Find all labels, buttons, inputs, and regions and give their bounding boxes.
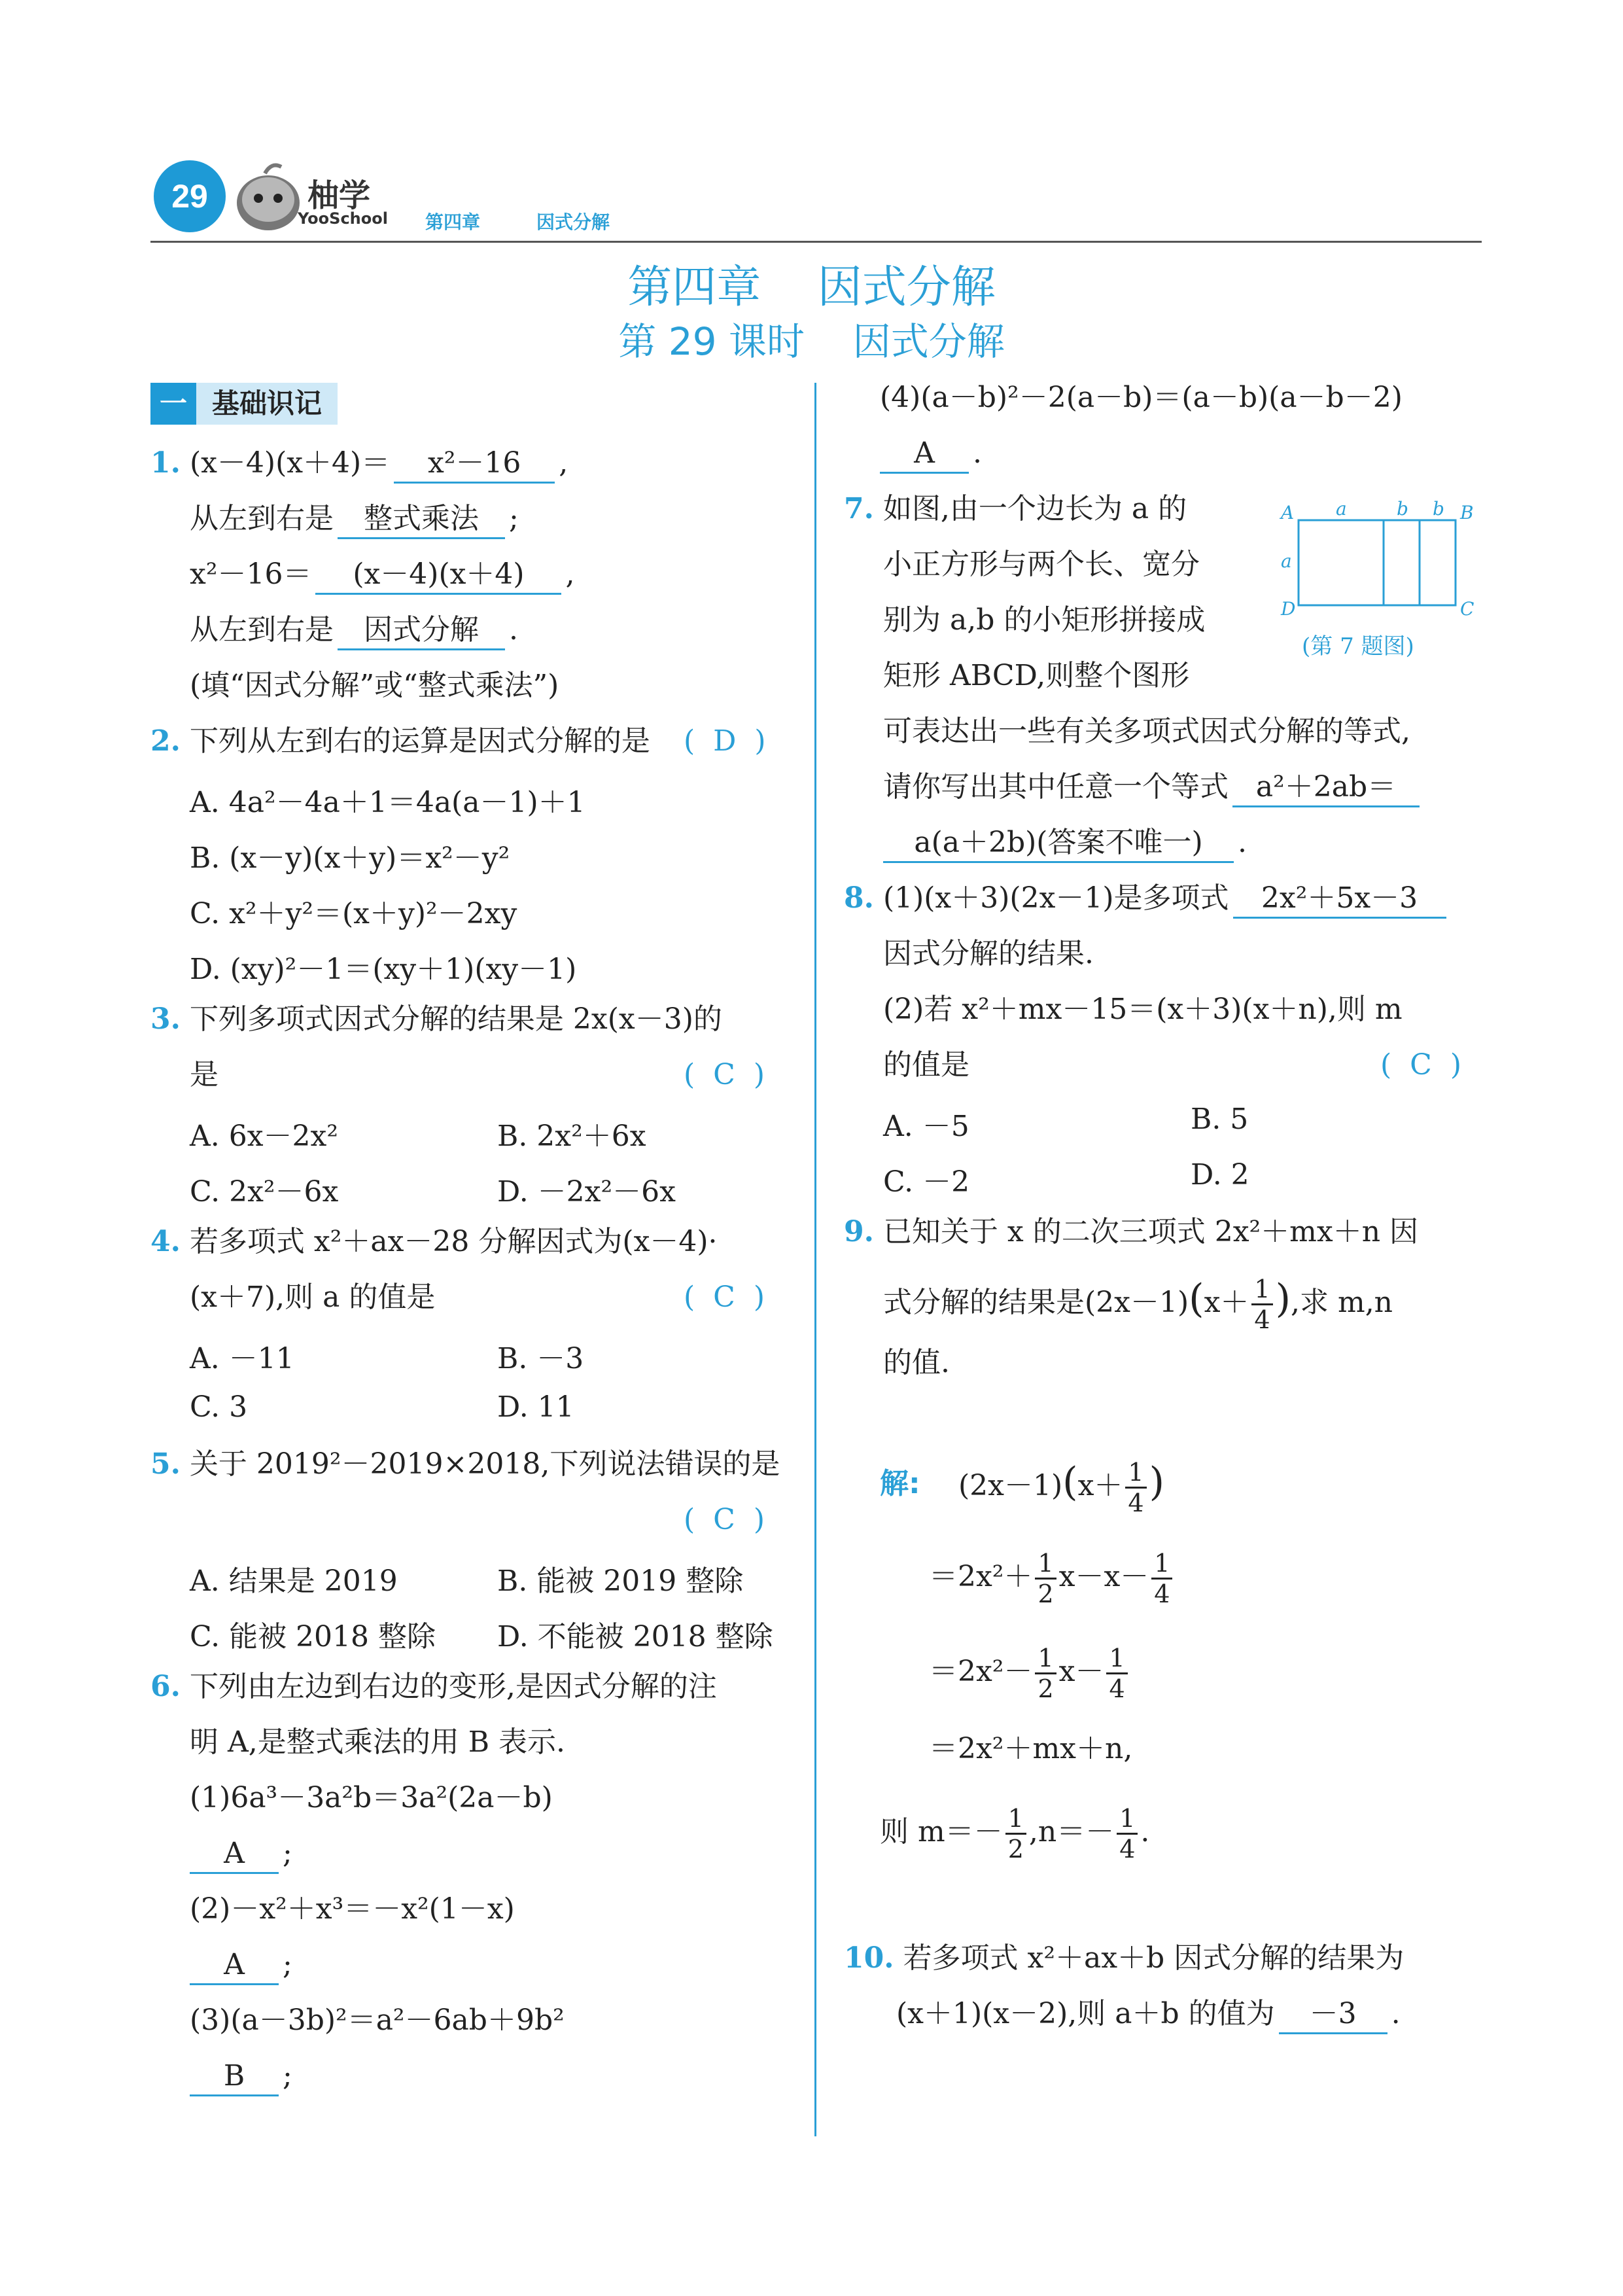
numerator: 1 (1151, 1549, 1172, 1580)
q9-stem-3: 的值. (883, 1346, 950, 1379)
figure-label-a-corner: A (1281, 502, 1295, 523)
figure-label-b2: b (1433, 498, 1444, 520)
q7-line-3: 别为 a,b 的小矩形拼接成 (883, 603, 1206, 637)
solution-step-5b: ,n＝－ (1028, 1815, 1115, 1848)
q8-part-2b: 的值是 (883, 1048, 969, 1082)
question-number: 7. (844, 492, 874, 525)
denominator: 2 (1038, 1674, 1054, 1703)
q1-line4: 从左到右是 (190, 613, 334, 646)
header-divider (150, 241, 1482, 243)
q10-stem-1: 若多项式 x²＋ax＋b 因式分解的结果为 (903, 1941, 1405, 1975)
q7-line-5: 可表达出一些有关多项式因式分解的等式, (883, 715, 1410, 748)
q8-part-1: (1)(x＋3)(2x－1)是多项式 (882, 881, 1229, 915)
q3-option-d: D. －2x²－6x (497, 1175, 676, 1209)
denominator: 2 (1007, 1835, 1024, 1863)
q9-x-plus: x＋ (1077, 1469, 1123, 1502)
numerator: 1 (1125, 1458, 1146, 1489)
q6-part-2: (2)－x²＋x³＝－x²(1－x) (190, 1892, 515, 1926)
q8-answer-2: C (1410, 1048, 1432, 1082)
figure-label-a-top: a (1336, 498, 1347, 520)
section-tag-number: 一 (150, 383, 196, 425)
q5-option-d: D. 不能被 2018 整除 (497, 1620, 773, 1653)
denominator: 4 (1128, 1489, 1144, 1517)
q4-option-c: C. 3 (190, 1390, 248, 1424)
q1-line3: x²－16＝ (190, 557, 312, 591)
solution-step-5a: 则 m＝－ (880, 1815, 1003, 1848)
q4-stem-1: 若多项式 x²＋ax－28 分解因式为(x－4)· (189, 1225, 718, 1258)
question-number: 6. (150, 1670, 181, 1703)
q6-stem-1: 下列由左边到右边的变形,是因式分解的注 (189, 1670, 717, 1703)
question-number: 10. (844, 1941, 894, 1975)
q2-stem: 下列从左到右的运算是因式分解的是 (189, 724, 650, 758)
question-number: 9. (844, 1215, 874, 1248)
q4-option-d: D. 11 (497, 1390, 574, 1424)
q10-stem-2: (x＋1)(x－2),则 a＋b 的值为 (896, 1997, 1275, 2030)
q8-option-b: B. 5 (1191, 1103, 1249, 1136)
question-number: 5. (150, 1447, 181, 1481)
q4-option-a: A. －11 (190, 1342, 294, 1375)
q9-stem-2b: ,求 m,n (1291, 1286, 1393, 1319)
q7-figure (1276, 494, 1485, 664)
q8-option-d: D. 2 (1191, 1158, 1249, 1192)
q8-part-1b: 因式分解的结果. (883, 937, 1094, 970)
q6-answer-2: A (190, 1947, 279, 1985)
q7-line-2: 小正方形与两个长、宽分 (883, 548, 1200, 581)
fraction (1117, 1804, 1138, 1863)
numerator: 1 (1251, 1275, 1272, 1305)
q8-option-c: C. －2 (883, 1165, 970, 1199)
q7-line-4: 矩形 ABCD,则整个图形 (883, 659, 1190, 692)
section-tag-label: 基础识记 (196, 383, 338, 425)
q1-answer-4: 因式分解 (338, 612, 505, 650)
q9-stem-2a: 式分解的结果是(2x－1) (883, 1286, 1189, 1319)
numerator: 1 (1035, 1549, 1056, 1580)
q1-hint: (填“因式分解”或“整式乘法”) (190, 669, 559, 702)
figure-label-b-corner: B (1460, 502, 1474, 523)
q4-stem-2: (x＋7),则 a 的值是 (190, 1280, 436, 1314)
q5-option-c: C. 能被 2018 整除 (190, 1620, 436, 1653)
solution-step-5c: . (1140, 1815, 1150, 1848)
q6-part-4: (4)(a－b)²－2(a－b)＝(a－b)(a－b－2) (880, 381, 1403, 414)
q8-part-2: (2)若 x²＋mx－15＝(x＋3)(x＋n),则 m (883, 993, 1403, 1026)
fraction (1151, 1549, 1172, 1608)
question-number: 4. (150, 1225, 181, 1258)
q3-option-c: C. 2x²－6x (190, 1175, 339, 1209)
figure-rectangle (1299, 520, 1456, 605)
numerator: 1 (1117, 1804, 1138, 1835)
fraction (1005, 1804, 1026, 1863)
q6-stem-2: 明 A,是整式乘法的用 B 表示. (190, 1725, 566, 1759)
solution-step-2b: x－x－ (1058, 1560, 1149, 1593)
solution-step-3b: x－ (1058, 1655, 1104, 1688)
q9-x-plus: x＋ (1204, 1286, 1249, 1319)
q2-option-a: A. 4a²－4a＋1＝4a(a－1)＋1 (190, 786, 585, 819)
q6-answer-4: A (880, 435, 969, 474)
denominator: 4 (1254, 1305, 1270, 1334)
q9-solution-label: 解: (880, 1467, 920, 1500)
q2-option-c: C. x²＋y²＝(x＋y)²－2xy (190, 897, 517, 930)
q3-stem-1: 下列多项式因式分解的结果是 2x(x－3)的 (189, 1002, 722, 1036)
solution-step-3a: ＝2x²－ (929, 1655, 1033, 1688)
denominator: 4 (1109, 1674, 1125, 1703)
q7-answer-1: a²＋2ab＝ (1232, 769, 1420, 807)
q6-answer-3: B (190, 2058, 279, 2096)
question-number: 3. (150, 1002, 181, 1036)
q5-answer: C (713, 1503, 735, 1536)
q1-answer-1: x²－16 (394, 445, 555, 484)
figure-label-d-corner: D (1281, 598, 1296, 620)
solution-step-1: (2x－1) (958, 1469, 1063, 1502)
q3-answer: C (713, 1058, 735, 1091)
q1-answer-2: 整式乘法 (338, 501, 505, 539)
figure-label-a-side: a (1281, 550, 1292, 572)
solution-step-4: ＝2x²＋mx＋n, (929, 1732, 1133, 1765)
q9-stem-1: 已知关于 x 的二次三项式 2x²＋mx＋n 因 (882, 1215, 1419, 1248)
lesson-title: 第 29 课时 因式分解 (618, 319, 1005, 364)
q3-option-a: A. 6x－2x² (190, 1120, 339, 1153)
q6-part-1: (1)6a³－3a²b＝3a²(2a－b) (190, 1781, 553, 1814)
brand-cn: 柚学 (307, 177, 371, 214)
section-tag (150, 383, 338, 425)
q4-answer: C (713, 1280, 735, 1314)
q1-line2: 从左到右是 (190, 502, 334, 535)
solution-step-2a: ＝2x²＋ (929, 1560, 1033, 1593)
denominator: 4 (1154, 1580, 1170, 1608)
fraction (1035, 1644, 1056, 1703)
mascot-icon (232, 160, 304, 232)
q6-answer-1: A (190, 1835, 279, 1874)
q1-answer-3: (x－4)(x＋4) (315, 556, 561, 595)
q5-option-b: B. 能被 2019 整除 (497, 1564, 744, 1598)
figure-label-b1: b (1397, 498, 1408, 520)
numerator: 1 (1005, 1804, 1026, 1835)
header-chapter: 第四章 (425, 211, 481, 233)
q3-option-b: B. 2x²＋6x (497, 1120, 646, 1153)
q5-option-a: A. 结果是 2019 (190, 1564, 398, 1598)
fraction (1251, 1275, 1272, 1334)
chapter-title: 第四章 因式分解 (627, 262, 996, 313)
numerator: 1 (1035, 1644, 1056, 1674)
q10-answer: －3 (1279, 1996, 1387, 2034)
q7-figure-caption: (第 7 题图) (1302, 633, 1414, 660)
fraction (1035, 1549, 1056, 1608)
q1-line1: (x－4)(x＋4)＝ (189, 446, 391, 480)
q2-option-d: D. (xy)²－1＝(xy＋1)(xy－1) (190, 953, 577, 986)
question-number: 8. (844, 881, 874, 915)
denominator: 4 (1119, 1835, 1136, 1863)
header-topic: 因式分解 (536, 211, 610, 233)
fraction (1125, 1458, 1146, 1517)
q2-option-b: B. (x－y)(x＋y)＝x²－y² (190, 841, 510, 875)
numerator: 1 (1106, 1644, 1127, 1674)
q8-answer-1: 2x²＋5x－3 (1233, 880, 1446, 919)
denominator: 2 (1038, 1580, 1054, 1608)
q4-option-b: B. －3 (497, 1342, 584, 1375)
q6-part-3: (3)(a－3b)²＝a²－6ab＋9b² (190, 2004, 565, 2037)
column-divider (814, 383, 816, 2136)
q5-stem: 关于 2019²－2019×2018,下列说法错误的是 (189, 1447, 780, 1481)
q2-answer: D (713, 724, 737, 758)
q3-stem-2: 是 (190, 1058, 218, 1091)
q7-line-6: 请你写出其中任意一个等式 (883, 770, 1229, 804)
q8-option-a: A. －5 (883, 1110, 969, 1143)
q7-line-1: 如图,由一个边长为 a 的 (882, 492, 1187, 525)
question-number: 1. (150, 446, 181, 480)
brand-en: YooSchool (298, 209, 388, 228)
page-number-badge: 29 (154, 160, 226, 232)
figure-label-c-corner: C (1460, 598, 1475, 620)
q7-answer-2: a(a＋2b)(答案不唯一) (883, 824, 1234, 863)
fraction (1106, 1644, 1127, 1703)
question-number: 2. (150, 724, 181, 758)
